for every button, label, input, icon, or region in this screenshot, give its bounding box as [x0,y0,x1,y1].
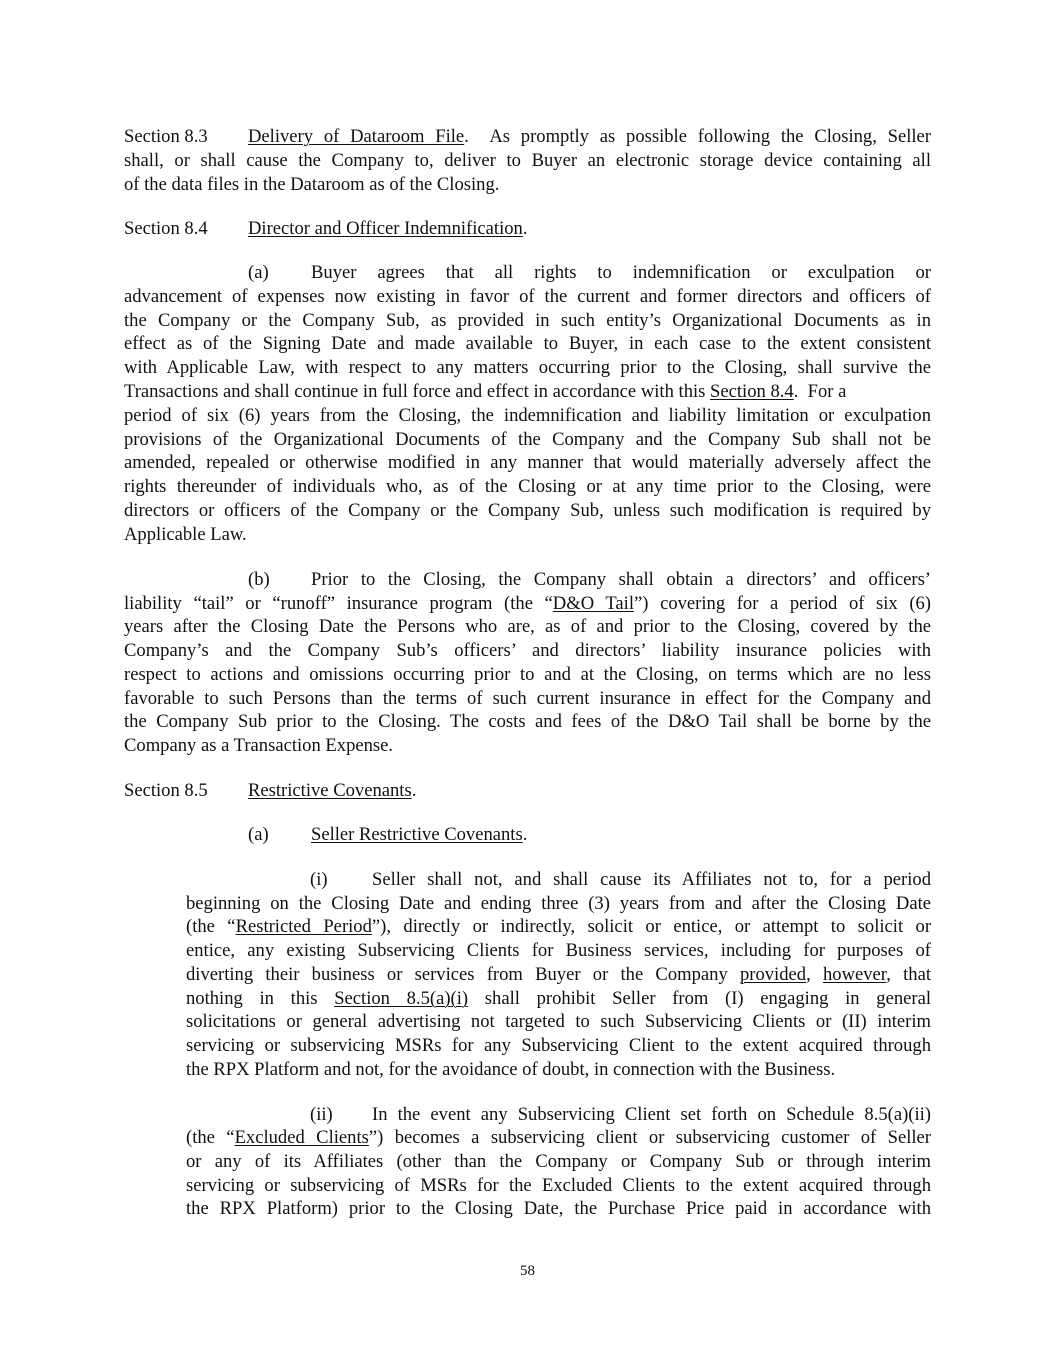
body-line [186,1126,931,1150]
item-marker: (ii) [310,1104,333,1125]
body-text: . For a [793,381,847,402]
body-text: As promptly as possible following the Closing, Seller [489,126,931,147]
body-line: Company’s and the Company Sub’s officers’ and directors’ liability insurance policies with [124,640,931,661]
body-text: (the “ [186,916,236,937]
body-line: solicitations or general advertising not targeted to such Subservicing Clients or (II) interim [186,1011,931,1032]
section-8-3-title: Delivery of Dataroom File [248,126,465,147]
body-text: diverting their business or services from Buyer or the Company [186,964,740,985]
emphasis-however: however [822,964,887,985]
body-text: , that [886,964,931,985]
section-8-5-label: Section 8.5 [124,780,208,801]
body-line: the RPX Platform and not, for the avoidance of doubt, in connection with the Business. [186,1059,836,1080]
body-line: Seller shall not, and shall cause its Affiliates not to, for a period [372,869,931,890]
defined-term: Excluded Clients [234,1127,369,1148]
body-text: nothing in this [186,988,335,1009]
body-line: Company as a Transaction Expense. [124,735,394,756]
body-line: In the event any Subservicing Client set forth on Schedule 8.5(a)(ii) [372,1104,931,1125]
body-line: amended, repealed or otherwise modified in any manner that would materially adversely affect the [124,452,931,473]
body-line: advancement of expenses now existing in favor of the current and former directors and officers of [124,286,931,307]
body-line: entice, any existing Subservicing Clients for Business services, including for purposes of [186,940,931,961]
body-line: servicing or subservicing MSRs for any Subservicing Client to the extent acquired through [186,1035,931,1056]
body-text: (the “ [186,1127,235,1148]
body-line: the Company or the Company Sub, as provided in such entity’s Organizational Documents as in [124,310,931,331]
cross-reference-link[interactable]: Section 8.4 [710,381,794,402]
body-line: servicing or subservicing of MSRs for the Excluded Clients to the extent acquired through [186,1175,931,1196]
item-marker: (i) [310,869,328,890]
defined-term: Restricted Period [235,916,372,937]
body-line: Applicable Law. [124,524,247,545]
body-line [124,380,931,404]
body-line: shall, or shall cause the Company to, deliver to Buyer an electronic storage device containing all [124,150,931,171]
emphasis-provided: provided [739,964,807,985]
body-line [186,987,931,1011]
body-text: shall prohibit Seller from (I) engaging in general [484,988,931,1009]
section-8-5-title: Restrictive Covenants [248,780,412,801]
body-text: , [806,964,823,985]
section-8-3-heading-line: Delivery of Dataroom File. As promptly as possible following the Closing, Seller [248,126,931,147]
subsection-title: Seller Restrictive Covenants [311,824,523,845]
body-line: favorable to such Persons than the terms of such current insurance in effect for the Company and [124,688,931,709]
body-line: of the data files in the Dataroom as of the Closing. [124,174,500,195]
body-text: ”) becomes a subservicing client or subservicing customer of Seller [368,1127,931,1148]
section-8-4-heading: Director and Officer Indemnification. [248,218,528,239]
section-8-4-title: Director and Officer Indemnification [248,218,523,239]
body-line [186,915,931,939]
subsection-marker: (b) [248,569,270,590]
body-line [186,963,931,987]
body-line: the Company Sub prior to the Closing. The costs and fees of the D&O Tail shall be borne by the [124,711,931,732]
body-line: beginning on the Closing Date and ending three (3) years from and after the Closing Date [186,893,931,914]
body-line: or any of its Affiliates (other than the Company or Company Sub or through interim [186,1151,931,1172]
subsection-marker: (a) [248,262,269,283]
cross-reference-link[interactable]: Section 8.5(a)(i) [334,988,469,1009]
body-line: directors or officers of the Company or the Company Sub, unless such modification is required by [124,500,931,521]
body-line: effect as of the Signing Date and made available to Buyer, in each case to the extent consistent [124,333,931,354]
body-line: the RPX Platform) prior to the Closing Date, the Purchase Price paid in accordance with [186,1198,931,1219]
body-line: provisions of the Organizational Documents of the Company and the Company Sub shall not be [124,429,931,450]
section-8-3-label: Section 8.3 [124,126,208,147]
subsection-heading: Seller Restrictive Covenants. [311,824,528,845]
body-line: rights thereunder of individuals who, as of the Closing or at any time prior to the Closing, were [124,476,931,497]
body-text: liability “tail” or “runoff” insurance program (the “ [124,593,553,614]
subsection-marker: (a) [248,824,269,845]
body-text: ”) covering for a period of six (6) [634,593,931,614]
body-line: Prior to the Closing, the Company shall obtain a directors’ and officers’ [311,569,931,590]
body-line: period of six (6) years from the Closing, the indemnification and liability limitation or exculpation [124,405,931,426]
section-8-5-heading: Restrictive Covenants. [248,780,417,801]
body-line: respect to actions and omissions occurring prior to and at the Closing, on terms which are no less [124,664,931,685]
defined-term: D&O Tail [552,593,635,614]
body-text: ”), directly or indirectly, solicit or entice, or attempt to solicit or [371,916,931,937]
page-number: 58 [520,1263,535,1279]
body-line: Buyer agrees that all rights to indemnification or exculpation or [311,262,931,283]
body-text: Transactions and shall continue in full force and effect in accordance with this [124,381,706,402]
body-line: with Applicable Law, with respect to any matters occurring prior to the Closing, shall survive the [124,357,931,378]
section-8-4-label: Section 8.4 [124,218,208,239]
body-line [124,592,931,616]
body-line: years after the Closing Date the Persons who are, as of and prior to the Closing, covered by the [124,616,931,637]
